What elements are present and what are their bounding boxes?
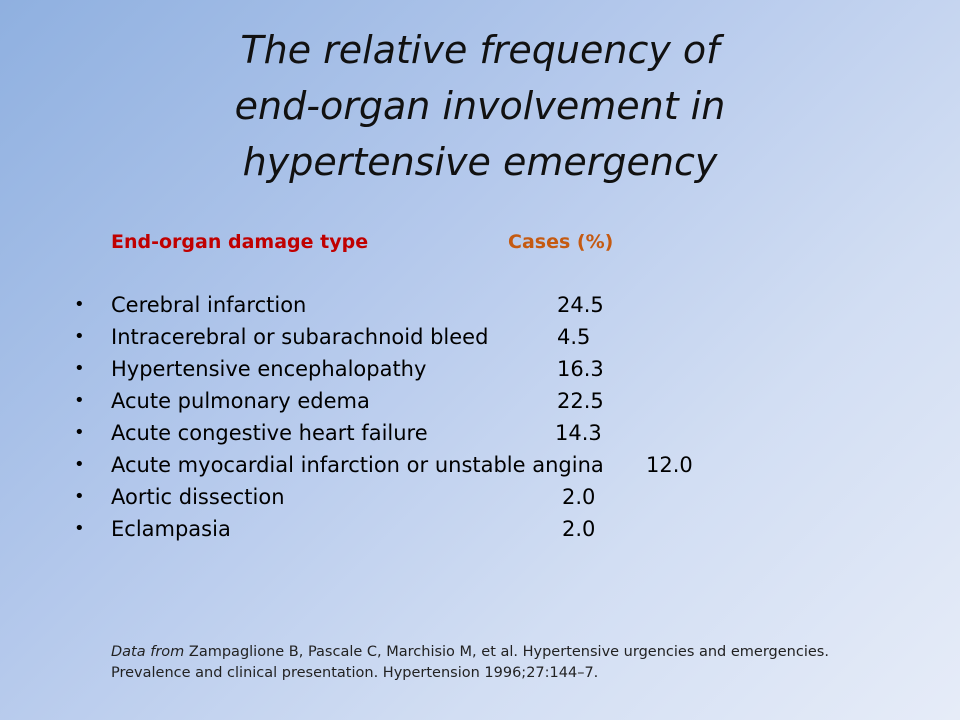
- bullet-icon: •: [74, 326, 85, 347]
- list-item: [0, 481, 960, 513]
- list-item: [0, 321, 960, 353]
- list-item: [0, 385, 960, 417]
- list-item: [0, 513, 960, 545]
- damage-type-list: [0, 289, 960, 545]
- slide-title: [0, 22, 960, 190]
- item-label: Intracerebral or subarachnoid bleed: [111, 325, 489, 349]
- list-item: [0, 289, 960, 321]
- bullet-icon: •: [74, 422, 85, 443]
- item-label: Acute congestive heart failure: [111, 421, 428, 445]
- list-item: [0, 353, 960, 385]
- bullet-icon: •: [74, 518, 85, 539]
- title-line-3: hypertensive emergency: [242, 140, 718, 184]
- item-value: 12.0: [646, 453, 693, 477]
- list-item: [0, 449, 960, 481]
- item-label: Aortic dissection: [111, 485, 285, 509]
- bullet-icon: •: [74, 486, 85, 507]
- column-header-cases: Cases (%): [508, 231, 614, 253]
- item-value: 2.0: [562, 485, 596, 509]
- item-label: Acute myocardial infarction or unstable angina: [111, 453, 604, 477]
- bullet-icon: •: [74, 390, 85, 411]
- title-line-2: end-organ involvement in: [234, 84, 726, 128]
- item-value: 24.5: [557, 293, 604, 317]
- item-label: Eclampasia: [111, 517, 231, 541]
- item-value: 22.5: [557, 389, 604, 413]
- citation: [111, 642, 911, 684]
- column-header-type: End-organ damage type: [111, 231, 369, 253]
- citation-lead: Data from: [111, 644, 185, 660]
- item-value: 14.3: [555, 421, 602, 445]
- title-line-1: The relative frequency of: [240, 28, 720, 72]
- item-label: Hypertensive encephalopathy: [111, 357, 427, 381]
- item-value: 4.5: [557, 325, 591, 349]
- item-label: Cerebral infarction: [111, 293, 307, 317]
- list-item: [0, 417, 960, 449]
- item-value: 16.3: [557, 357, 604, 381]
- item-label: Acute pulmonary edema: [111, 389, 370, 413]
- bullet-icon: •: [74, 294, 85, 315]
- item-value: 2.0: [562, 517, 596, 541]
- bullet-icon: •: [74, 358, 85, 379]
- bullet-icon: •: [74, 454, 85, 475]
- citation-text: Zampaglione B, Pascale C, Marchisio M, et al. Hypertensive urgencies and emergencies. Prevalence and clinical presentation. Hypertension 1996;27:144–7.: [111, 644, 829, 681]
